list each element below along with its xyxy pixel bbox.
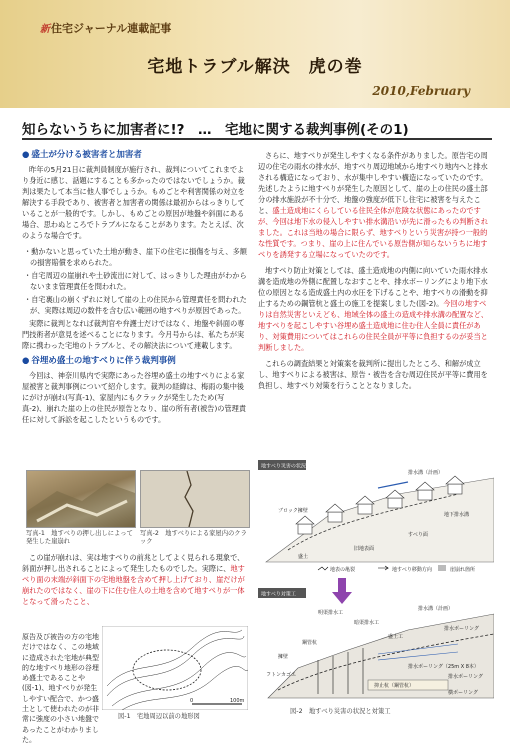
series-label [40, 20, 171, 36]
new-label: 新 [40, 24, 50, 35]
gabion-label: フトンカゴエ [266, 672, 297, 678]
legend-crack-label: 地表の亀裂 [330, 567, 356, 573]
house-crack-photo [140, 470, 250, 528]
fill-label: 盛土 [298, 554, 309, 560]
section-2-analysis-cont: 原告及び被告の方の宅地だけではなく、この地域に造成された宅地が典型的な地すべり地形の谷埋め盛土であることや(図-1)、地すべりが発生しやすい配合で、かつ盛土として使われたのが非常に強度の小さい地盤であったことがわかりました。 [22, 633, 99, 744]
page-title: 宅地トラブル解決 虎の巻 [147, 57, 363, 77]
section-2-intro: 今回は、神奈川県内で実際にあった谷埋め盛土の地すべりによる家屋被害と裁判事例について紹介します。裁判の経緯は、梅雨の集中後にがけが崩れ(写真-1)、家屋内にもクラックが発生したため(写真-2)、崩れた崖の上の住民が原告となり、崖の所有者(被告)の管理責任に対して訴訟を起こしたというものです。 [22, 371, 247, 424]
conditions-paragraph: さらに、地すべりが発生しやすくなる条件がありました。原告宅の周辺の住宅の雨水の排水が、地すべり周辺地域から地すべり地内へと排水される構造になっており、水が集中しやすい構造になっていたのです。先述したように地すべりが発生した原因として、崖の上の住民の盛土部分の排水施設が不十分で、地盤の強度が低下し住宅に被害を与えたこと、盛土造成地にくらしている住民全体が危険な状態にあったのですが、今回は地下水の侵入しやすい排水溝沿いが先に滑ったもの判断されました。これは当地の場合に限らず、地すべりという災害が持つ一般的な性質です。つまり、崖の上に住んでいる原告側が知らないうちに地すべりを誘発する立場になっていたのです。 [258, 151, 489, 259]
issue-date: 2010,February [372, 84, 470, 98]
original-ground-label: 旧地表面 [354, 546, 375, 552]
section-2-heading: ● 谷埋め盛土の地すべりに伴う裁判事例 [22, 356, 176, 366]
settlement-paragraph: これらの調査結果と対策案を裁判所に提出したところ、和解が成立し、地すべりによる被害は、原告・被告を含む周辺住民が平等に費用を負担し、地すべり対策を行うこととなりました。 [258, 359, 488, 390]
restraint-pile-label: 抑止杭（鋼管杭） [374, 683, 415, 689]
highlight-text: 地すべり面の末端が斜面下の宅地地盤を含めて押し上げており、崖だけが崩れたのではなく、崖の下に住む住人の土地を含めて地すべりが一体となって滑ったこと、 [22, 564, 245, 606]
retaining-wall-label: 擁壁 [278, 654, 289, 660]
drain-boring-label-2: 排水ボーリング [448, 674, 483, 680]
left-column [22, 150, 248, 430]
countermeasure-paragraph: 地すべり防止対策としては、盛土造成地の内側に向いていた雨水排水溝を造成地の外側に配置しなおすことや、排水ボーリングにより地下水位の原因となる造成盛土内の水圧を下げることや、地すべりの滑動を抑止するための鋼管杭と盛土の施工を提案しました(図-2)。今回の地すべりは自然災害といえども、地域全体の盛土の造成や排水溝の配置など、地すべりを起こしやすい谷埋め盛土造成地に住む住人全員に責任があり、対策費用についてはこれらの住民全員が平等に負担するのが妥当と判断しました。 [258, 266, 489, 352]
block-wall-label: ブロック擁壁 [278, 508, 308, 514]
horizontal-boring-label: 横ボーリング [448, 690, 478, 696]
landslide-countermeasure-figure [258, 454, 494, 704]
highlight-text: 盛土造成地にくらしている住民全体が危険な状態にあったのですが、今回は地下水の侵入しやすい排水溝沿いが先に滑ったもの判断されました。これは当地の場合に限らず、地すべりという災害が持つ一般的な性質です。つまり、崖の上に住んでいる原告側が知らないうちに地すべりを誘発する立場になっていたのです。 [258, 206, 489, 259]
drain-boring-count-label: 排水ボーリング（25m X 8本） [408, 664, 479, 670]
section-2-analysis: この崖が崩れは、実は地すべりの前兆としてよく見られる現象で、斜面が押し出されることによって発生したものでした。実際に、地すべり面の末端が斜面下の宅地地盤を含めて押し上げており、崖だけが崩れたのではなく、崖の下に住む住人の土地を含めて地すべりが一体となって滑ったこと、 [22, 553, 245, 606]
drain-boring-label: 排水ボーリング [444, 626, 479, 632]
house-crack-photo-sketch [141, 471, 249, 527]
figure-2-caption: 図-2 地すべり災害の状況と対策工 [290, 708, 391, 715]
down-arrow-icon [332, 578, 352, 604]
topographic-map-figure [102, 626, 248, 716]
headline-divider [22, 138, 492, 140]
steel-pile-label: 鋼管杭 [302, 640, 318, 646]
map-scale-end: 100m [230, 698, 245, 704]
open-drain-label: 明渠排水工 [318, 610, 344, 616]
legend-collapse-label: 崖崩れ箇所 [450, 567, 476, 573]
section-1-intro: 昨年の5月21日に裁判員制度が施行され、裁判についてこれまでより身近に感じ、話題にすることも多かったのではないでしょうか。裁判は果たして本当に他人事でしょうか。もめごとや利害関係の対立を解決する手段であり、被害者と加害者の関係は最初からはっきりしていることが一般的です。しかし、もめごとの原因が地盤や斜面にある場合、思わぬところでトラブルになることがあります。たとえば、次のような場合です。 [22, 165, 245, 240]
landslide-photo-sketch [27, 471, 135, 527]
left-column-wrap [22, 632, 102, 750]
article-headline: 知らないうちに加害者に!? … 宅地に関する裁判事例(その1) [22, 122, 409, 138]
photo-row [22, 470, 248, 550]
example-bullet: ・自宅裏山の崩くずれに対して崖の上の住民から管理責任を問われたが、実際は周辺の数件を含む広い範囲の地すべりが原因であった。 [24, 295, 247, 315]
figure-2-diagram [258, 454, 494, 704]
photo-1-caption: 写真-1 地すべりの押し出しによって発生した崖崩れ [26, 530, 133, 545]
figure-1-caption: 図-1 宅地周辺以前の地形図 [118, 713, 200, 720]
left-column-lower [22, 552, 248, 612]
series-name: 住宅ジャーナル連載記事 [51, 22, 172, 35]
highlight-text: 今回の地すべりは自然災害といえども、地域全体の盛土の造成や排水溝の配置など、地すべりを起こしやすい谷埋め盛土造成地に住む住人全員に責任があり、対策費用についてはこれらの住民全員が平等に負担するのが妥当と判断しました。 [258, 299, 489, 352]
section-1-closing: 実際に裁判となれば裁判官や弁護士だけではなく、地盤や斜面の専門技術者が意見を述べることになります。今月号からは、私たちが実際に携わった宅地のトラブルと、その解決法について連載します。 [22, 319, 245, 350]
bullet-dot-icon: ● [22, 150, 30, 160]
example-bullet: ・動かないと思っていた土地が動き、崖下の住宅に損傷を与え、多額の損害賠償を求められた。 [24, 247, 247, 267]
example-bullet: ・自宅周辺の崖崩れや土砂流出に対して、はっきりした理由がわからないまま管理責任を問われた。 [24, 271, 247, 291]
map-scale-start: 0 [190, 698, 194, 704]
after-tag: 地すべり対策工 [261, 591, 296, 598]
landslide-photo [26, 470, 136, 528]
slip-surface-label: すべり面 [408, 532, 428, 538]
culvert-drain-label: 暗渠排水工 [354, 620, 380, 626]
topographic-map [102, 626, 248, 710]
after-drain-top-label: 排水溝（計画） [418, 606, 454, 612]
drain-top-label: 排水溝（計画） [408, 470, 444, 476]
right-column [258, 150, 490, 396]
legend-direction-label: 地すべり移動方向 [392, 567, 432, 573]
bullet-dot-icon: ● [22, 356, 30, 366]
fill-work-label: 盛土工 [388, 634, 404, 640]
section-1-heading: ● 盛土が分ける被害者と加害者 [22, 150, 142, 160]
figure-2-legend [318, 565, 475, 573]
before-tag: 地すべり災害の状況 [261, 463, 306, 470]
photo-2-caption: 写真-2 地すべりによる家屋内のクラック [140, 530, 247, 545]
subsurface-drain-label: 地下排水溝 [444, 512, 470, 518]
